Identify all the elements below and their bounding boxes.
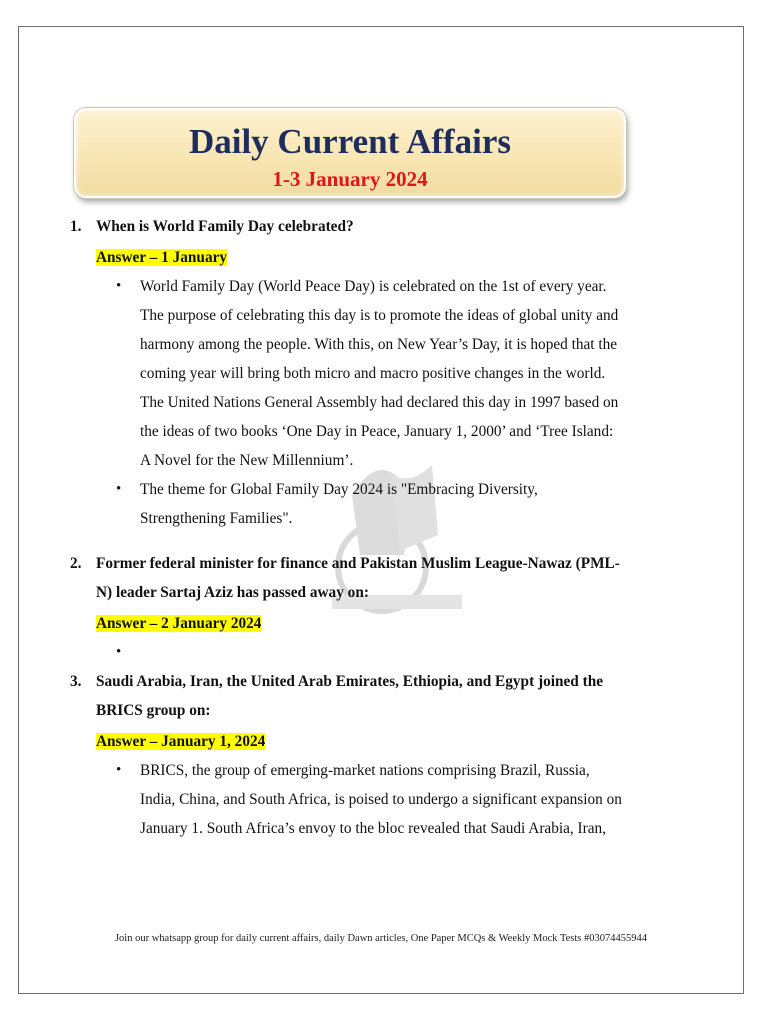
- question-number: 2.: [70, 555, 82, 572]
- bullet-line: [140, 638, 670, 667]
- answer-notes-1: [70, 272, 670, 533]
- question-line: When is World Family Day celebrated?: [96, 218, 354, 235]
- bullet-line: India, China, and South Africa, is poised to undergo a significant expansion on: [140, 791, 622, 808]
- question-number: 3.: [70, 673, 82, 690]
- bullet-line: harmony among the people. With this, on New Year’s Day, it is hoped that the: [140, 336, 618, 353]
- bullet-line: • The theme for Global Family Day 2024 is "Embracing Diversity,: [140, 481, 538, 498]
- bullet-line: Strengthening Families".: [140, 510, 293, 527]
- page-footer: Join our whatsapp group for daily current affairs, daily Dawn articles, One Paper MCQs & Weekly Mock Tests #03074455944: [114, 933, 648, 944]
- bullet-line: • World Family Day (World Peace Day) is celebrated on the 1st of every year.: [140, 278, 607, 295]
- question-block-3: [70, 667, 670, 843]
- bullet-line: • BRICS, the group of emerging-market nations comprising Brazil, Russia,: [140, 762, 590, 779]
- bullet-point: [70, 638, 670, 667]
- question-3: [70, 667, 670, 725]
- article-body: [70, 212, 670, 843]
- answer-highlight: Answer – 2 January 2024: [96, 615, 262, 632]
- bullet-line: coming year will bring both micro and macro positive changes in the world.: [140, 365, 606, 382]
- question-line: BRICS group on:: [96, 702, 211, 719]
- bullet-line: The United Nations General Assembly had declared this day in 1997 based on: [140, 394, 619, 411]
- page-title: Daily Current Affairs: [188, 122, 512, 161]
- answer-highlight: Answer – January 1, 2024: [96, 733, 266, 750]
- answer-2: [96, 609, 670, 638]
- answer-highlight: Answer – 1 January: [96, 249, 228, 266]
- question-line: N) leader Sartaj Aziz has passed away on:: [96, 584, 369, 601]
- bullet-line: the ideas of two books ‘One Day in Peace, January 1, 2000’ and ‘Tree Island:: [140, 423, 614, 440]
- bullet-line: A Novel for the New Millennium’.: [140, 452, 354, 469]
- question-line: Saudi Arabia, Iran, the United Arab Emirates, Ethiopia, and Egypt joined the: [96, 673, 603, 690]
- answer-notes-2: [70, 638, 670, 667]
- question-2: [70, 549, 670, 607]
- date-range: 1-3 January 2024: [272, 167, 428, 191]
- question-block-2: [70, 549, 670, 667]
- answer-3: [96, 727, 670, 756]
- title-banner: [74, 108, 626, 198]
- bullet-point: [70, 756, 670, 843]
- answer-1: [96, 243, 670, 272]
- bullet-line: The purpose of celebrating this day is to promote the ideas of global unity and: [140, 307, 619, 324]
- question-block-1: [70, 212, 670, 533]
- spacer: [70, 533, 670, 549]
- question-1: [70, 212, 670, 241]
- answer-notes-3: [70, 756, 670, 843]
- question-line: Former federal minister for finance and Pakistan Muslim League-Nawaz (PML-: [96, 555, 620, 572]
- bullet-point: [70, 475, 670, 533]
- question-number: 1.: [70, 218, 82, 235]
- bullet-line: January 1. South Africa’s envoy to the bloc revealed that Saudi Arabia, Iran,: [140, 820, 606, 837]
- bullet-point: [70, 272, 670, 475]
